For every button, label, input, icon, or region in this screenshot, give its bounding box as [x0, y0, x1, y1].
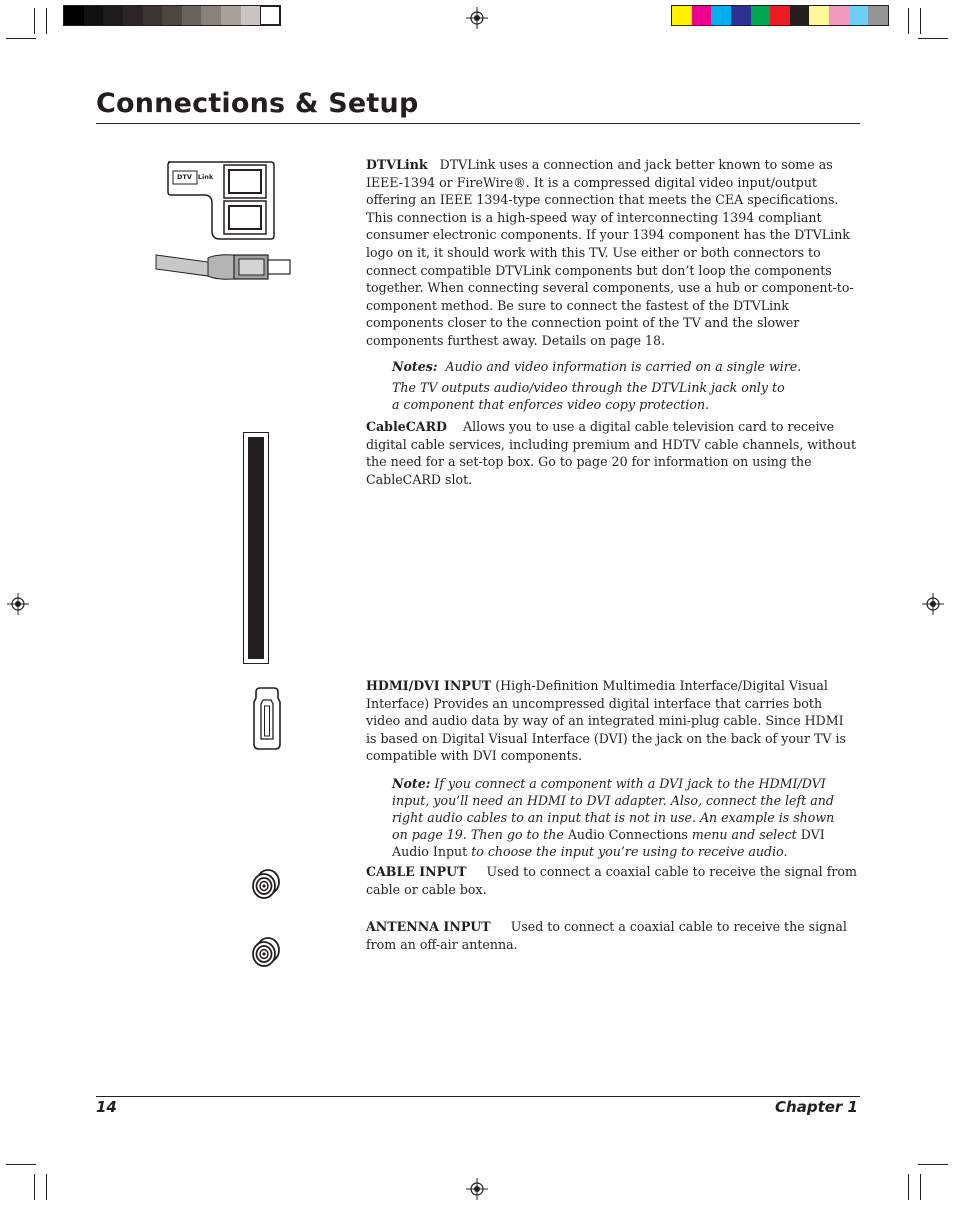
crop-mark	[908, 1174, 909, 1200]
hdmi-jack-icon	[252, 686, 282, 752]
dtvlink-logo-text: DTV Link	[177, 173, 214, 181]
process-swatch	[711, 6, 731, 25]
cablecard-paragraph	[366, 418, 858, 488]
page-title: Connections & Setup	[96, 88, 419, 119]
gray-swatch	[143, 6, 163, 25]
registration-mark-icon	[466, 1178, 488, 1200]
chapter-label: Chapter 1	[775, 1098, 858, 1116]
process-swatch	[731, 6, 751, 25]
page-number: 14	[96, 1098, 117, 1116]
gray-swatch	[103, 6, 123, 25]
cable-input-heading: CABLE INPUT	[366, 864, 467, 879]
crop-mark	[908, 8, 909, 34]
dtvlink-jack-icon	[150, 158, 300, 293]
cable-input-paragraph	[366, 863, 858, 898]
crop-mark	[920, 1174, 921, 1200]
process-swatch	[809, 6, 829, 25]
crop-mark	[918, 38, 948, 39]
cable-input-coax-icon	[248, 866, 282, 902]
process-swatch	[672, 6, 692, 25]
antenna-input-coax-icon	[248, 934, 282, 970]
crop-mark	[6, 38, 36, 39]
process-swatch	[751, 6, 771, 25]
hdmi-body: (High-Definition Multimedia Interface/Digital Visual Interface) Provides an uncompressed digital interface that carries both video and audio data by way of an integrated mini-plug cable. Since HDMI is based on Digital Visual Interface (DVI) the jack on the back of your TV is compatible with DVI components.	[366, 678, 847, 764]
notes-label: Notes:	[392, 359, 438, 374]
crop-mark	[46, 8, 47, 34]
crop-mark	[34, 1174, 35, 1200]
gray-swatch	[201, 6, 221, 25]
process-swatch	[829, 6, 849, 25]
hdmi-note: Note: If you connect a component with a DVI jack to the HDMI/DVI input, you’ll need an HDMI to DVI adapter. Also, connect the left and right audio cables to an input that is not in use. An example is shown on page 19. Then go to the Audio Connections menu and select DVI Audio Input to choose the input you’re using to receive audio.	[392, 776, 835, 859]
registration-mark-icon	[922, 593, 944, 615]
antenna-input-heading: ANTENNA INPUT	[366, 919, 491, 934]
dtvlink-note-2: The TV outputs audio/video through the DTVLink jack only to a component that enforces video copy protection.	[392, 380, 785, 412]
crop-mark	[6, 1164, 36, 1165]
antenna-input-body: Used to connect a coaxial cable to receive the signal from an off-air antenna.	[366, 919, 847, 952]
process-swatch	[868, 6, 888, 25]
cablecard-slot-icon	[243, 432, 269, 664]
crop-mark	[34, 8, 35, 34]
gray-swatch	[84, 6, 104, 25]
cablecard-heading: CableCARD	[366, 419, 447, 434]
gray-swatch	[123, 6, 143, 25]
gray-swatch	[221, 6, 241, 25]
process-color-bar	[672, 6, 888, 25]
registration-mark-icon	[7, 593, 29, 615]
gray-swatch	[64, 6, 84, 25]
registration-mark-icon	[466, 7, 488, 29]
grayscale-color-bar	[64, 6, 280, 25]
dtvlink-paragraph	[366, 156, 858, 350]
dtvlink-body: DTVLink uses a connection and jack better known to some as IEEE-1394 or FireWire®. It is a compressed digital video input/output offering an IEEE 1394-type connection that meets the CEA specifications. This connection is a high-speed way of interconnecting 1394 compliant consumer electronic components. If your 1394 component has the DTVLink logo on it, it should work with this TV. Use either or both connectors to connect compatible DTVLink components but don’t loop the components together. When connecting several components, use a hub or component-to-component method. Be sure to connect the fastest of the DTVLink components closer to the connection point of the TV and the slower components furthest away. Details on page 18.	[366, 157, 854, 348]
cablecard-body: Allows you to use a digital cable television card to receive digital cable services, including premium and HDTV cable channels, without the need for a set-top box. Go to page 20 for information on using the CableCARD slot.	[366, 419, 857, 487]
title-rule	[96, 123, 860, 124]
hdmi-paragraph	[366, 677, 858, 765]
dtvlink-heading: DTVLink	[366, 157, 428, 172]
process-swatch	[790, 6, 810, 25]
crop-mark	[920, 8, 921, 34]
antenna-input-paragraph	[366, 918, 858, 953]
process-swatch	[770, 6, 790, 25]
crop-mark	[46, 1174, 47, 1200]
footer-rule	[96, 1096, 860, 1097]
dtvlink-note-1: Notes: Audio and video information is carried on a single wire.	[392, 359, 802, 374]
crop-mark	[918, 1164, 948, 1165]
process-swatch	[692, 6, 712, 25]
cable-input-body: Used to connect a coaxial cable to receive the signal from cable or cable box.	[366, 864, 857, 897]
gray-swatch	[241, 6, 261, 25]
process-swatch	[849, 6, 869, 25]
hdmi-heading: HDMI/DVI INPUT	[366, 678, 492, 693]
note-label: Note:	[392, 776, 431, 791]
gray-swatch	[162, 6, 182, 25]
gray-swatch	[260, 6, 280, 25]
gray-swatch	[182, 6, 202, 25]
